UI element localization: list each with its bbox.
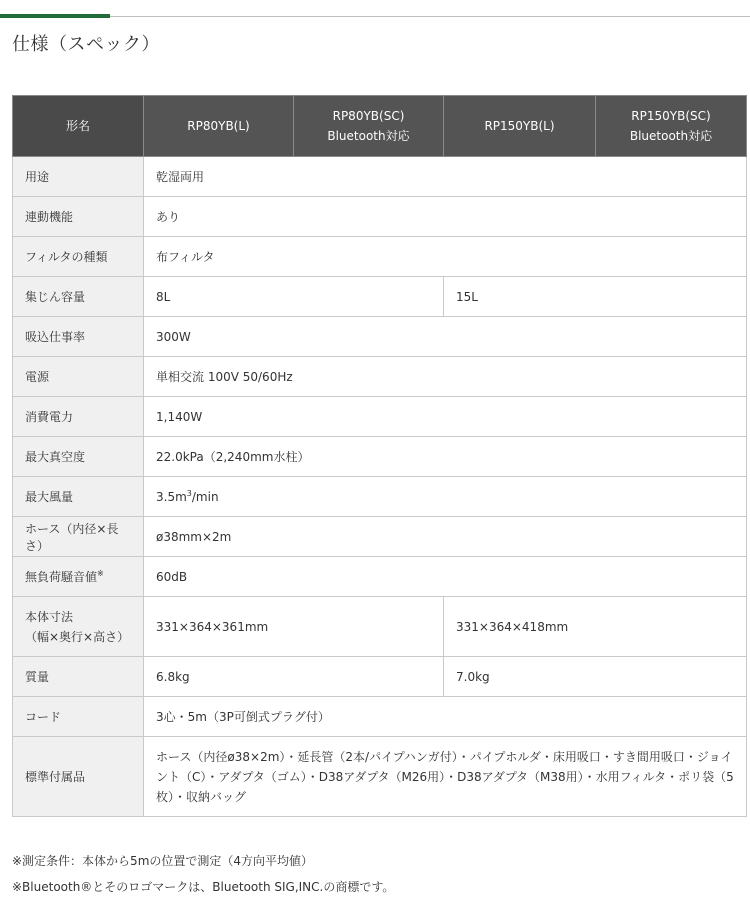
row-capacity bbox=[13, 277, 747, 317]
row-power-source-label: 電源 bbox=[13, 357, 144, 397]
row-weight-label: 質量 bbox=[13, 657, 144, 697]
dimensions-label-line2: （幅×奥行×高さ） bbox=[25, 629, 130, 644]
noise-label-note-mark: ※ bbox=[97, 569, 104, 578]
row-power-source bbox=[13, 357, 747, 397]
row-cord-label: コード bbox=[13, 697, 144, 737]
row-capacity-value-rp80: 8L bbox=[144, 277, 444, 317]
header-model-label: 形名 bbox=[13, 96, 144, 157]
row-dimensions bbox=[13, 597, 747, 657]
noise-label-text: 無負荷騒音値 bbox=[25, 570, 98, 584]
row-airflow-value bbox=[144, 477, 747, 517]
airflow-superscript: 3 bbox=[186, 488, 192, 498]
header-model-rp80yb-l: RP80YB(L) bbox=[144, 96, 294, 157]
row-suction-power bbox=[13, 317, 747, 357]
row-weight-value-rp80: 6.8kg bbox=[144, 657, 444, 697]
row-vacuum-value: 22.0kPa（2,240mm水柱） bbox=[144, 437, 747, 477]
row-dimensions-label bbox=[13, 597, 144, 657]
row-interlock bbox=[13, 197, 747, 237]
row-consumption bbox=[13, 397, 747, 437]
header-model-rp80yb-sc-note: Bluetooth対応 bbox=[327, 129, 410, 143]
row-capacity-value-rp150: 15L bbox=[444, 277, 747, 317]
row-use bbox=[13, 157, 747, 197]
row-interlock-label: 連動機能 bbox=[13, 197, 144, 237]
title-accent-bar bbox=[0, 14, 110, 18]
row-consumption-value: 1,140W bbox=[144, 397, 747, 437]
row-accessories bbox=[13, 737, 747, 817]
header-model-rp150yb-l: RP150YB(L) bbox=[444, 96, 596, 157]
spec-table bbox=[12, 95, 747, 817]
row-suction-power-label: 吸込仕事率 bbox=[13, 317, 144, 357]
footnote-measurement: ※測定条件：本体から5mの位置で測定（4方向平均値） bbox=[12, 854, 314, 868]
row-dimensions-value-rp80: 331×364×361mm bbox=[144, 597, 444, 657]
row-cord-value: 3心・5m（3P可倒式プラグ付） bbox=[144, 697, 747, 737]
row-accessories-value: ホース（内径ø38×2m）・延長管（2本/パイプハンガ付）・パイプホルダ・床用吸口・すき間用吸口・ジョイント（C）・アダプタ（ゴム）・D38アダプタ（M26用）・D38アダプタ（M38用）・水用フィルタ・ポリ袋（5枚）・収納バッグ bbox=[144, 737, 747, 817]
dimensions-label-line1: 本体寸法 bbox=[25, 609, 74, 624]
row-suction-power-value: 300W bbox=[144, 317, 747, 357]
row-noise-label bbox=[13, 557, 144, 597]
row-vacuum bbox=[13, 437, 747, 477]
header-model-rp80yb-sc bbox=[294, 96, 444, 157]
airflow-unit: /min bbox=[191, 489, 219, 504]
spec-header-row bbox=[13, 96, 747, 157]
row-filter bbox=[13, 237, 747, 277]
row-power-source-value: 単相交流 100V 50/60Hz bbox=[144, 357, 747, 397]
row-airflow bbox=[13, 477, 747, 517]
header-model-rp150yb-sc-note: Bluetooth対応 bbox=[629, 129, 713, 143]
row-weight bbox=[13, 657, 747, 697]
row-weight-value-rp150: 7.0kg bbox=[444, 657, 747, 697]
section-title: 仕様（スペック） bbox=[12, 34, 160, 55]
row-accessories-label: 標準付属品 bbox=[13, 737, 144, 817]
title-divider bbox=[0, 16, 750, 17]
header-model-rp150yb-sc-name: RP150YB(SC) bbox=[631, 109, 711, 123]
header-model-rp150yb-sc bbox=[596, 96, 747, 157]
airflow-number: 3.5m bbox=[156, 489, 187, 504]
row-consumption-label: 消費電力 bbox=[13, 397, 144, 437]
row-hose-value: ø38mm×2m bbox=[144, 517, 747, 557]
row-filter-label: フィルタの種類 bbox=[13, 237, 144, 277]
row-hose-label: ホース（内径×長さ） bbox=[13, 517, 144, 557]
row-noise bbox=[13, 557, 747, 597]
row-use-label: 用途 bbox=[13, 157, 144, 197]
row-filter-value: 布フィルタ bbox=[144, 237, 747, 277]
row-use-value: 乾湿両用 bbox=[144, 157, 747, 197]
row-hose bbox=[13, 517, 747, 557]
header-model-rp80yb-sc-name: RP80YB(SC) bbox=[332, 109, 405, 123]
row-capacity-label: 集じん容量 bbox=[13, 277, 144, 317]
footnote-trademark: ※Bluetooth®とそのロゴマークは、Bluetooth SIG,INC.の商標です。 bbox=[12, 880, 395, 894]
row-vacuum-label: 最大真空度 bbox=[13, 437, 144, 477]
row-airflow-label: 最大風量 bbox=[13, 477, 144, 517]
row-noise-value: 60dB bbox=[144, 557, 747, 597]
row-cord bbox=[13, 697, 747, 737]
row-interlock-value: あり bbox=[144, 197, 747, 237]
row-dimensions-value-rp150: 331×364×418mm bbox=[444, 597, 747, 657]
